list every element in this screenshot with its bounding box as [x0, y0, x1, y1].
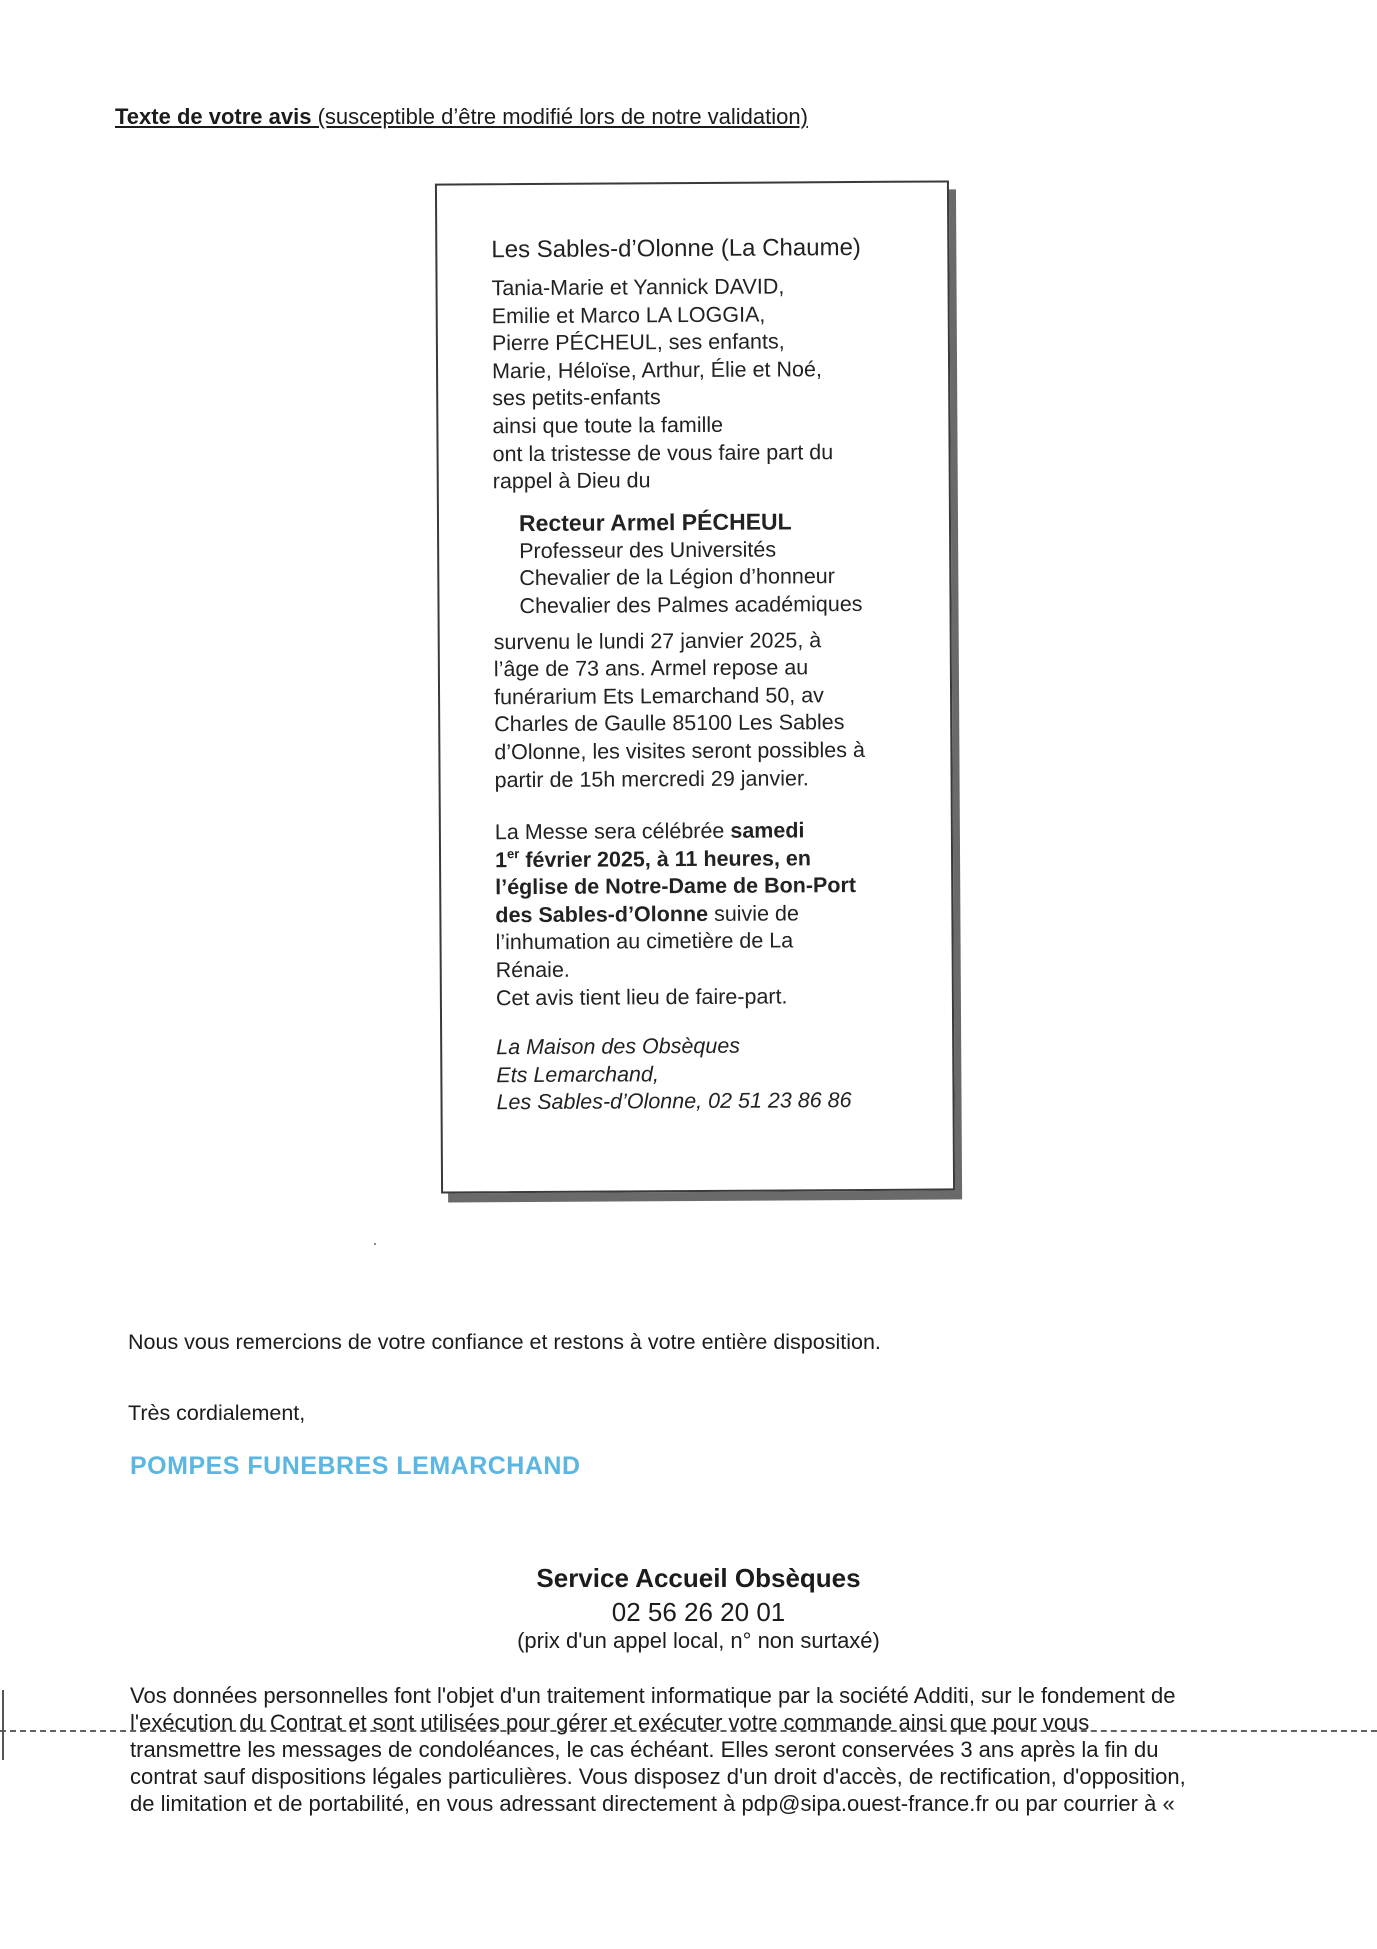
details-line: Charles de Gaulle 85100 Les Sables — [494, 710, 845, 737]
privacy-notice — [130, 1682, 1280, 1817]
details-line: survenu le lundi 27 janvier 2025, à — [493, 627, 822, 654]
details-line: funérarium Ets Lemarchand 50, av — [493, 682, 824, 709]
signature-line: La Maison des Obsèques — [496, 1033, 741, 1060]
family-line: ses petits-enfants — [492, 385, 661, 411]
obituary-notice — [435, 180, 955, 1193]
mass-line — [495, 844, 915, 874]
deceased-block — [519, 505, 914, 620]
mass-line: Cet avis tient lieu de faire-part. — [495, 984, 788, 1010]
mass-date-sup: er — [506, 845, 520, 861]
family-line: Marie, Héloïse, Arthur, Élie et Noé, — [491, 357, 822, 384]
mass-day: samedi — [730, 818, 805, 843]
mass-line — [495, 817, 915, 847]
closing-salutation: Très cordialement, — [128, 1401, 306, 1425]
mass-line: l’inhumation au cimetière de La — [495, 928, 794, 955]
mass-line — [495, 900, 915, 930]
family-line: Tania-Marie et Yannick DAVID, — [491, 274, 785, 301]
heading-bold: Texte de votre avis — [115, 104, 312, 129]
privacy-line: de limitation et de portabilité, en vous adressant directement à pdp@sipa.ouest-france.fr ou par courrier à « — [130, 1791, 1175, 1816]
notice-text-heading — [115, 104, 808, 130]
mass-line: Rénaie. — [495, 957, 570, 983]
thanks-text: Nous vous remercions de votre confiance et restons à votre entière disposition. — [128, 1330, 881, 1354]
family-block — [491, 273, 912, 496]
mass-text: suivie de — [707, 901, 799, 926]
deceased-title: Professeur des Universités — [519, 537, 777, 563]
mass-church: l’église de Notre-Dame de Bon-Port — [495, 873, 857, 900]
details-line: l’âge de 73 ans. Armel repose au — [493, 655, 809, 682]
details-line: d’Olonne, les visites seront possibles à — [494, 737, 865, 765]
mass-town: des Sables-d’Olonne — [495, 901, 709, 928]
family-line: rappel à Dieu du — [492, 468, 651, 494]
heading-note: (susceptible d’être modifié lors de notre validation) — [311, 104, 808, 129]
privacy-line: Vos données personnelles font l'objet d'un traitement informatique par la société Additi, sur le fondement de — [130, 1683, 1176, 1708]
scan-edge-mark — [2, 1690, 4, 1760]
family-line: ont la tristesse de vous faire part du — [492, 439, 834, 466]
deceased-name: Recteur Armel PÉCHEUL — [518, 508, 792, 536]
mass-date: février 2025, à 11 heures, en — [519, 845, 812, 872]
deceased-title: Chevalier des Palmes académiques — [519, 591, 863, 619]
details-block — [494, 626, 915, 794]
family-line: Emilie et Marco LA LOGGIA, — [491, 302, 766, 328]
privacy-line: transmettre les messages de condoléances, le cas échéant. Elles seront conservées 3 ans après la fin du — [130, 1737, 1159, 1762]
company-stamp: POMPES FUNEBRES LEMARCHAND — [130, 1452, 581, 1480]
mass-date-num: 1 — [494, 847, 508, 872]
service-phone: 02 56 26 20 01 — [611, 1597, 786, 1627]
signature-line: Ets Lemarchand, — [496, 1062, 659, 1088]
notice-place: Les Sables-d’Olonne (La Chaume) — [491, 233, 861, 264]
mass-line — [495, 872, 915, 902]
service-note: (prix d'un appel local, n° non surtaxé) — [517, 1628, 880, 1653]
details-line: partir de 15h mercredi 29 janvier. — [494, 765, 809, 792]
service-title: Service Accueil Obsèques — [536, 1563, 861, 1593]
deceased-title: Chevalier de la Légion d’honneur — [519, 564, 835, 591]
family-line: Pierre PÉCHEUL, ses enfants, — [491, 329, 785, 356]
family-line: ainsi que toute la famille — [492, 412, 724, 439]
signature-block — [496, 1032, 916, 1117]
scan-speck — [374, 1243, 376, 1245]
privacy-line: l'exécution du Contrat et sont utilisées pour gérer et exécuter votre commande ainsi que pour vous — [130, 1710, 1090, 1735]
signature-line: Les Sables-d’Olonne, 02 51 23 86 86 — [496, 1088, 852, 1115]
mass-block — [495, 817, 916, 1013]
privacy-line: contrat sauf dispositions légales particulières. Vous disposez d'un droit d'accès, de rectification, d'opposition, — [130, 1764, 1186, 1789]
mass-text: La Messe sera célébrée — [494, 818, 731, 845]
